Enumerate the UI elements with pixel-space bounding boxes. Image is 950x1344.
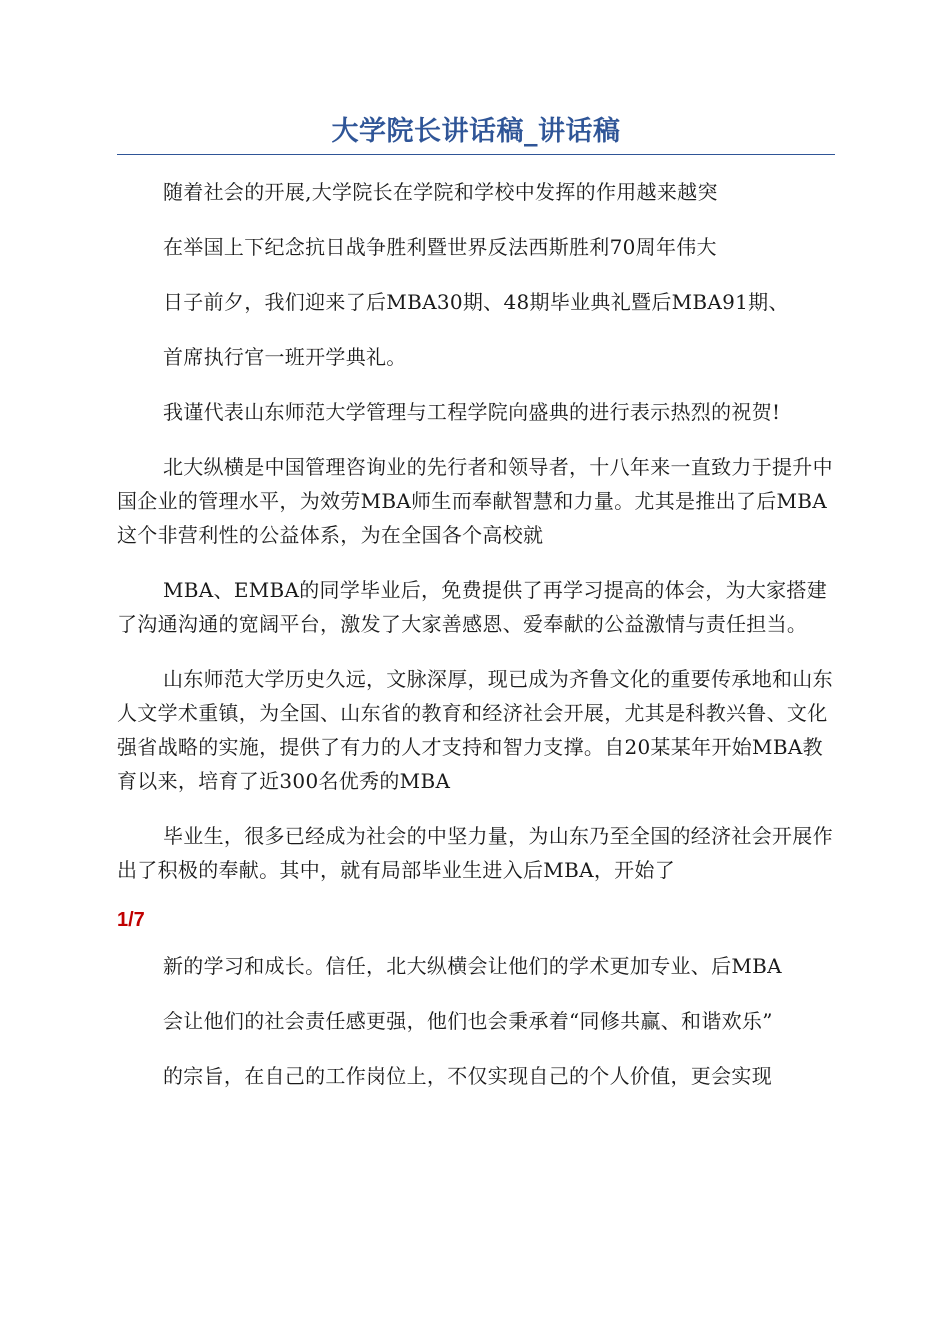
paragraph: 北大纵横是中国管理咨询业的先行者和领导者，十八年来一直致力于提升中国企业的管理水平，为效劳MBA师生而奉献智慧和力量。尤其是推出了后MBA这个非营利性的公益体系，为在全国各个高校就 bbox=[117, 455, 833, 547]
spacer bbox=[117, 983, 835, 1004]
paragraph: 新的学习和成长。信任，北大纵横会让他们的学术更加专业、后MBA bbox=[163, 954, 782, 978]
document-title: 大学院长讲话稿_讲话稿 bbox=[331, 116, 621, 147]
paragraph: 日子前夕，我们迎来了后MBA30期、48期毕业典礼暨后MBA91期、 bbox=[163, 290, 789, 314]
spacer bbox=[117, 264, 835, 285]
spacer bbox=[117, 937, 835, 949]
paragraph: 会让他们的社会责任感更强，他们也会秉承着“同修共赢、和谐欢乐” bbox=[163, 1009, 773, 1033]
spacer bbox=[117, 374, 835, 395]
paragraph: MBA、EMBA的同学毕业后，免费提供了再学习提高的体会，为大家搭建了沟通沟通的宽阔平台，激发了大家善感恩、爱奉献的公益激情与责任担当。 bbox=[117, 578, 828, 636]
paragraph: 随着社会的开展,大学院长在学院和学校中发挥的作用越来越突 bbox=[163, 180, 718, 204]
spacer bbox=[117, 1038, 835, 1059]
spacer bbox=[117, 429, 835, 450]
spacer bbox=[117, 155, 835, 175]
spacer bbox=[117, 552, 835, 573]
spacer bbox=[117, 209, 835, 230]
page-indicator: 1/7 bbox=[117, 909, 145, 931]
paragraph: 我谨代表山东师范大学管理与工程学院向盛典的进行表示热烈的祝贺! bbox=[163, 400, 781, 424]
spacer bbox=[117, 798, 835, 819]
spacer bbox=[117, 641, 835, 662]
spacer bbox=[117, 887, 835, 903]
paragraph: 的宗旨，在自己的工作岗位上，不仅实现自己的个人价值，更会实现 bbox=[163, 1064, 772, 1088]
paragraph: 毕业生，很多已经成为社会的中坚力量，为山东乃至全国的经济社会开展作出了积极的奉献。其中，就有局部毕业生进入后MBA，开始了 bbox=[117, 824, 833, 882]
document-page bbox=[117, 112, 835, 1093]
spacer bbox=[117, 319, 835, 340]
paragraph: 山东师范大学历史久远，文脉深厚，现已成为齐鲁文化的重要传承地和山东人文学术重镇，为全国、山东省的教育和经济社会开展，尤其是科教兴鲁、文化强省战略的实施，提供了有力的人才支持和智力支撑。自20某某年开始MBA教育以来，培育了近300名优秀的MBA bbox=[117, 667, 833, 793]
paragraph: 首席执行官一班开学典礼。 bbox=[163, 345, 407, 369]
paragraph: 在举国上下纪念抗日战争胜利暨世界反法西斯胜利70周年伟大 bbox=[163, 235, 717, 259]
